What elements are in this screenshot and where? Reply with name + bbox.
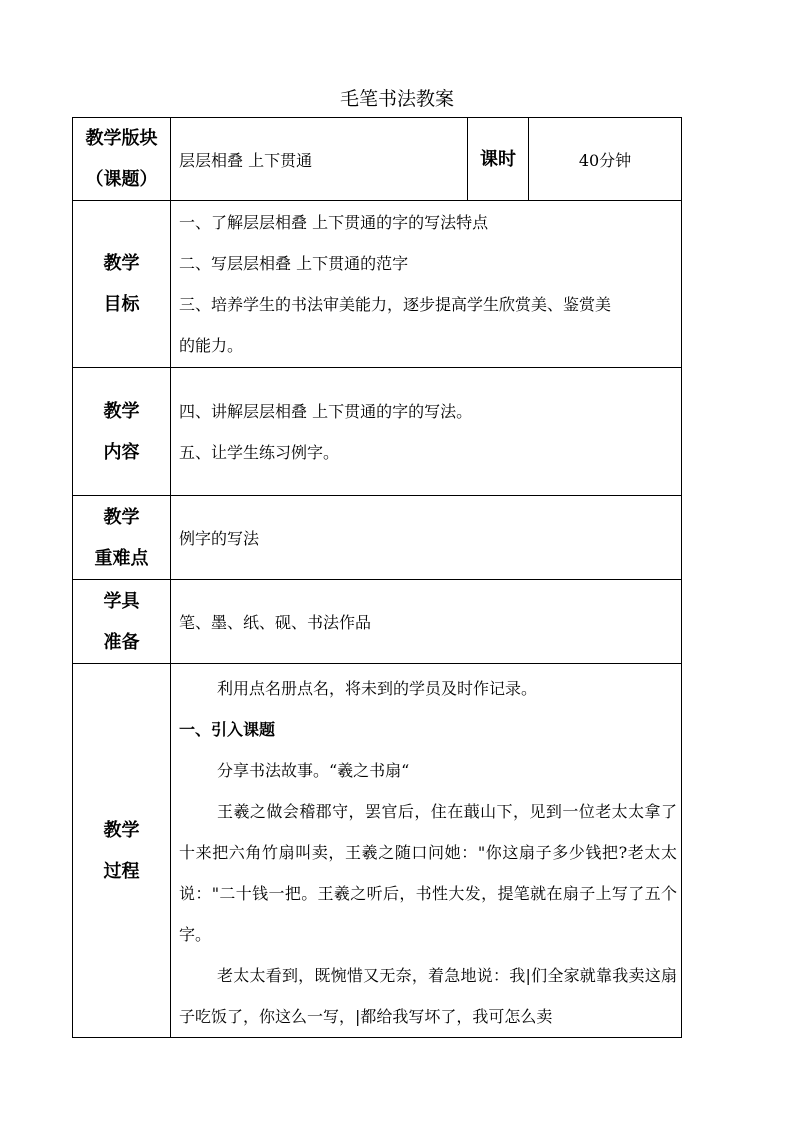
content-line: 四、讲解层层相叠 上下贯通的字的写法。	[179, 401, 473, 421]
process-heading: 一、引入课题	[179, 720, 276, 739]
row-goals	[73, 201, 682, 368]
content-line: 五、让学生练习例字。	[179, 442, 340, 462]
label-content-line2: 内容	[103, 441, 140, 463]
process-paragraph: 老太太看到，既惋惜又无奈，着急地说：我|们全家就靠我卖这扇子吃饭了，你这么一写，|都给我写坏了，我可怎么卖	[179, 966, 677, 1026]
difficulty-cell: 例字的写法	[171, 496, 682, 580]
goal-line: 三、培养学生的书法审美能力，逐步提高学生欣赏美、鉴赏美	[179, 295, 612, 314]
page-title: 毛笔书法教案	[339, 88, 454, 110]
row-topic	[73, 118, 682, 201]
label-process-line1: 教学	[103, 819, 140, 841]
label-materials-line2: 准备	[103, 631, 140, 653]
label-teaching-block-line2: （课题）	[85, 169, 158, 190]
label-content	[73, 368, 171, 496]
label-goals	[73, 201, 171, 368]
label-difficulty-line1: 教学	[103, 506, 140, 528]
label-goals-line1: 教学	[103, 253, 140, 274]
content-cell	[171, 368, 682, 496]
label-process	[73, 664, 171, 1038]
label-difficulty-line2: 重难点	[94, 547, 149, 569]
row-content	[73, 368, 682, 496]
row-materials	[73, 580, 682, 664]
topic-cell: 层层相叠 上下贯通	[171, 118, 468, 201]
label-materials	[73, 580, 171, 664]
row-process	[73, 664, 682, 1038]
process-cell	[171, 664, 682, 1038]
process-paragraph: 分享书法故事。“羲之书扇“	[217, 761, 410, 780]
label-difficulty	[73, 496, 171, 580]
goal-line: 二、写层层相叠 上下贯通的范字	[179, 254, 409, 273]
goals-cell	[171, 201, 682, 368]
label-teaching-block-line1: 教学版块	[85, 128, 158, 149]
label-process-line2: 过程	[103, 860, 140, 882]
goal-line: 一、了解层层相叠 上下贯通的字的写法特点	[179, 213, 489, 232]
label-materials-line1: 学具	[103, 590, 140, 612]
process-paragraph: 王羲之做会稽郡守，罢官后，住在蕺山下，见到一位老太太拿了十来把六角竹扇叫卖，王羲之随口问她："你这扇子多少钱把?老太太说："二十钱一把。王羲之听后，书性大发，提笔就在扇子上写了五个字。	[179, 802, 677, 944]
row-difficulty	[73, 496, 682, 580]
process-paragraph: 利用点名册点名，将未到的学员及时作记录。	[217, 679, 538, 698]
label-goals-line2: 目标	[103, 294, 140, 315]
label-content-line1: 教学	[103, 400, 140, 422]
label-class-hours: 课时	[468, 118, 529, 201]
label-teaching-block	[73, 118, 171, 201]
lesson-plan-table	[72, 117, 682, 1038]
class-hours-value: 40分钟	[529, 118, 682, 201]
goal-line: 的能力。	[179, 336, 244, 355]
materials-cell: 笔、墨、纸、砚、书法作品	[171, 580, 682, 664]
